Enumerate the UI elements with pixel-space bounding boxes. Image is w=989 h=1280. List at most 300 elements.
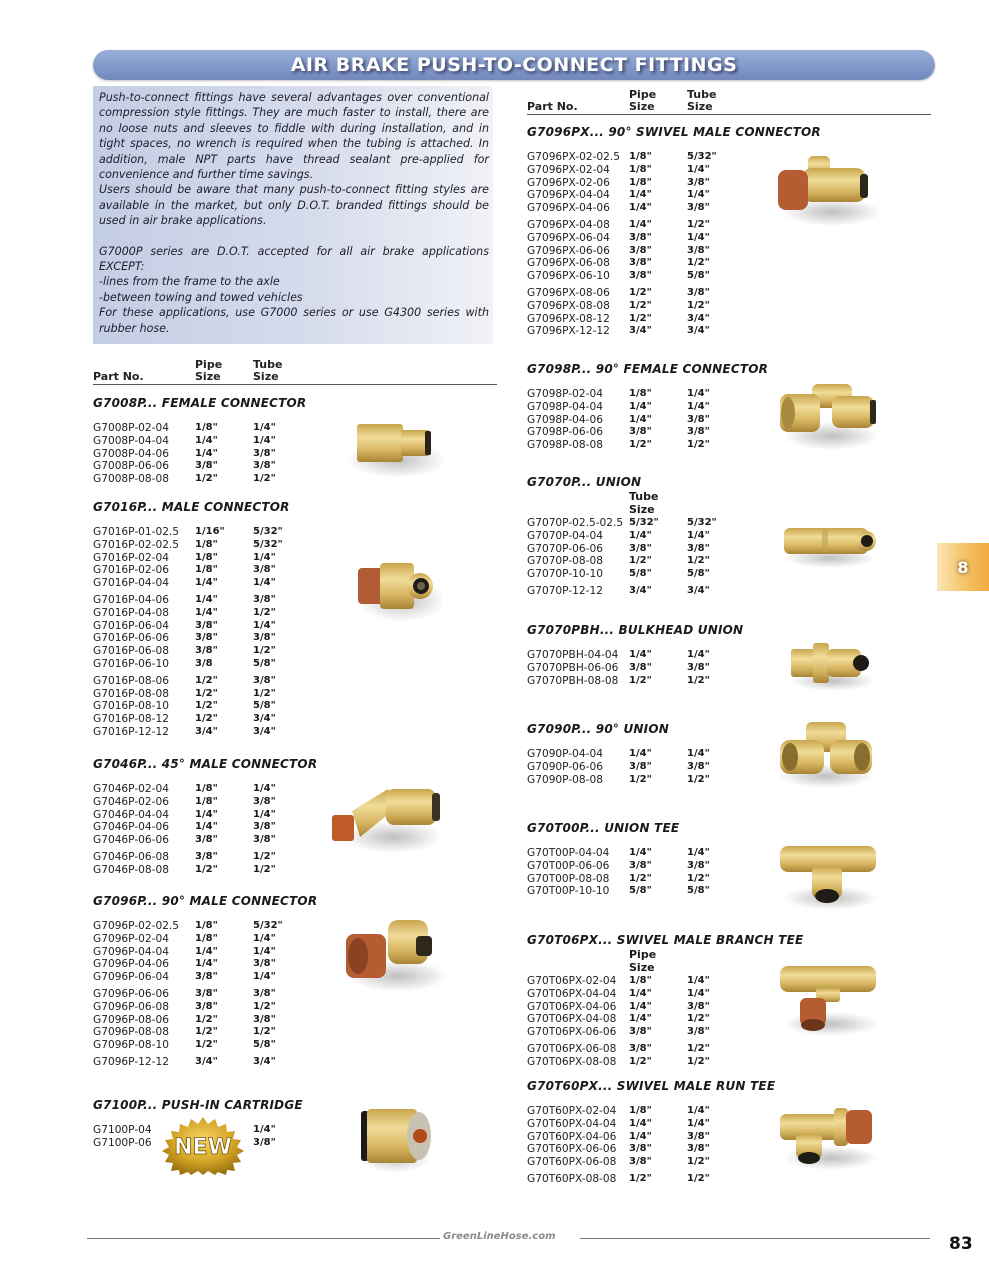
pipe-size: 1/8" — [195, 564, 218, 576]
pipe-size: 3/8" — [195, 632, 218, 644]
tube-size: 1/4" — [253, 1124, 276, 1135]
product-section — [93, 894, 318, 1069]
table-row — [527, 164, 727, 177]
table-row — [527, 1013, 727, 1026]
part-number: G70T06PX-04-06 — [527, 1000, 617, 1013]
table-row — [527, 585, 727, 598]
tube-size: 1/2" — [687, 1156, 710, 1168]
table-row — [527, 568, 727, 581]
tube-size: 1/4" — [687, 189, 710, 201]
pipe-size: 3/8" — [629, 1143, 652, 1155]
table-row — [93, 460, 293, 473]
part-number: G7046P-08-08 — [93, 863, 169, 876]
tube-size: 3/4" — [253, 725, 276, 737]
pipe-size: 1/4" — [629, 218, 652, 230]
product-section — [93, 396, 307, 486]
section-title: G70T00P... UNION TEE — [527, 821, 680, 835]
table-row — [527, 1131, 727, 1144]
table-row — [527, 774, 727, 787]
table-row — [527, 988, 727, 1001]
table-row — [93, 713, 293, 726]
table-row — [527, 1001, 727, 1014]
header-tube-size: Tube Size — [253, 358, 283, 383]
table-row — [527, 675, 727, 688]
section-subheader: Tube Size — [629, 490, 659, 516]
table-row — [527, 245, 727, 258]
part-number: G7096PX-08-08 — [527, 299, 610, 312]
tube-size: 1/4" — [253, 945, 276, 957]
pipe-size: 1/2" — [195, 863, 218, 875]
tube-size: 3/4" — [253, 713, 276, 725]
pipe-size: 1/2" — [195, 674, 218, 686]
pipe-size: 1/4" — [629, 649, 652, 660]
table-row — [527, 313, 727, 326]
part-number: G7096PX-06-06 — [527, 244, 610, 257]
pipe-size: 3/8" — [629, 1026, 652, 1038]
part-number: G7070P-06-06 — [527, 542, 603, 555]
part-number: G7046P-02-06 — [93, 795, 169, 808]
pipe-size: 1/4" — [629, 202, 652, 214]
part-number: G70T06PX-04-08 — [527, 1013, 617, 1026]
pipe-size: 1/4" — [195, 958, 218, 970]
chapter-tab[interactable] — [937, 543, 989, 591]
part-number: G70T00P-04-04 — [527, 847, 610, 859]
part-number: G7100P-06 — [93, 1136, 152, 1149]
tube-size: 1/2" — [253, 1000, 276, 1012]
part-number: G7098P-04-04 — [527, 400, 603, 413]
product-section — [527, 475, 727, 598]
table-row — [527, 885, 727, 898]
pipe-size: 1/2" — [195, 473, 218, 485]
part-number: G7008P-08-08 — [93, 473, 169, 486]
table-row — [93, 700, 293, 713]
section-title: G7046P... 45° MALE CONNECTOR — [93, 757, 318, 771]
section-title: G7008P... FEMALE CONNECTOR — [93, 396, 307, 410]
part-number: G7008P-04-06 — [93, 447, 169, 460]
pipe-size: 1/4" — [629, 189, 652, 201]
left-column-header — [93, 356, 497, 385]
part-number: G7096PX-02-06 — [527, 176, 610, 189]
tube-size: 5/8" — [687, 568, 710, 580]
tube-size: 1/2" — [687, 218, 710, 230]
pipe-size: 3/8" — [195, 619, 218, 631]
part-number: G7016P-02-02.5 — [93, 538, 180, 551]
part-number: G7016P-06-06 — [93, 632, 169, 645]
part-number: G7046P-06-08 — [93, 850, 169, 863]
tube-size: 1/2" — [253, 687, 276, 699]
pipe-size: 1/2" — [629, 674, 652, 686]
part-number: G7096P-06-08 — [93, 1000, 169, 1013]
table-row — [527, 1026, 727, 1039]
tube-size: 3/8" — [253, 1013, 276, 1025]
part-number: G7046P-04-04 — [93, 808, 169, 821]
tube-size: 3/8" — [253, 632, 276, 644]
part-number: G7096PX-08-12 — [527, 312, 610, 325]
part-number: G70T60PX-06-06 — [527, 1143, 617, 1156]
header-tube-size: Tube Size — [687, 88, 717, 113]
part-number: G7070P-12-12 — [527, 584, 603, 597]
part-number: G7096PX-04-04 — [527, 189, 610, 202]
tube-size: 3/8" — [687, 244, 710, 256]
pipe-size: 1/2" — [629, 872, 652, 884]
tube-size: 3/8" — [253, 987, 276, 999]
pipe-size: 1/8" — [629, 1105, 652, 1116]
pipe-size: 3/8" — [629, 1156, 652, 1168]
tube-size: 3/8" — [253, 593, 276, 605]
pipe-size: 3/4" — [629, 584, 652, 596]
part-number: G7016P-08-08 — [93, 687, 169, 700]
new-badge-text: NEW — [174, 1135, 232, 1160]
pipe-size: 1/8" — [195, 920, 218, 931]
tube-size: 1/2" — [687, 1172, 710, 1184]
part-number: G7096P-08-10 — [93, 1039, 169, 1052]
pipe-size: 1/2" — [195, 1026, 218, 1038]
table-row — [93, 1001, 293, 1014]
male-connector-image — [352, 555, 442, 625]
tube-size: 1/4" — [687, 1105, 710, 1116]
table-row — [93, 1014, 293, 1027]
pipe-size: 1/8" — [629, 163, 652, 175]
part-number: G70T60PX-06-08 — [527, 1156, 617, 1169]
pipe-size: 1/8" — [629, 388, 652, 399]
table-row — [93, 675, 293, 688]
table-row — [93, 607, 293, 620]
table-row — [93, 473, 293, 486]
tube-size: 3/4" — [687, 312, 710, 324]
section-title: G70T60PX... SWIVEL MALE RUN TEE — [527, 1079, 776, 1093]
table-row — [93, 620, 293, 633]
product-section — [527, 933, 804, 1069]
tube-size: 5/8" — [687, 270, 710, 282]
pipe-size: 1/4" — [195, 577, 218, 589]
pipe-size: 1/4" — [629, 413, 652, 425]
part-number: G7096PX-04-06 — [527, 202, 610, 215]
pipe-size: 1/4" — [195, 606, 218, 618]
tube-size: 1/2" — [253, 850, 276, 862]
pipe-size: 1/4" — [195, 434, 218, 446]
pipe-size: 3/4" — [195, 725, 218, 737]
tube-size: 3/4" — [253, 1055, 276, 1067]
table-row — [527, 517, 727, 530]
pipe-size: 1/4" — [629, 400, 652, 412]
pipe-size: 1/2" — [629, 439, 652, 451]
tube-size: 5/32" — [687, 517, 717, 528]
table-row — [93, 783, 293, 796]
table-row — [527, 748, 727, 761]
tube-size: 1/4" — [253, 932, 276, 944]
part-number: G7096PX-02-04 — [527, 163, 610, 176]
product-section — [527, 623, 744, 687]
90-female-connector-image — [776, 380, 886, 450]
part-number: G7070P-08-08 — [527, 555, 603, 568]
tube-size: 3/8" — [687, 542, 710, 554]
table-row — [93, 851, 293, 864]
tube-size: 1/4" — [253, 577, 276, 589]
table-row — [527, 847, 727, 860]
pipe-size: 3/8" — [629, 244, 652, 256]
pipe-size: 1/8" — [629, 176, 652, 188]
tube-size: 5/8" — [687, 885, 710, 897]
table-row — [527, 401, 727, 414]
tube-size: 3/8" — [687, 202, 710, 214]
part-number: G7096P-08-08 — [93, 1026, 169, 1039]
tube-size: 1/4" — [687, 400, 710, 412]
pipe-size: 1/4" — [629, 847, 652, 858]
footer-website: GreenLineHose.com — [443, 1231, 556, 1242]
tube-size: 1/4" — [253, 551, 276, 563]
part-number: G70T06PX-04-04 — [527, 987, 617, 1000]
table-row — [93, 726, 293, 739]
pipe-size: 1/4" — [629, 987, 652, 999]
part-number: G7016P-12-12 — [93, 725, 169, 738]
part-number: G70T60PX-02-04 — [527, 1105, 617, 1117]
pipe-size: 1/2" — [629, 555, 652, 567]
part-number: G70T00P-06-06 — [527, 859, 610, 872]
product-section — [93, 757, 318, 877]
pipe-size: 1/4" — [195, 447, 218, 459]
part-number: G70T60PX-04-04 — [527, 1117, 617, 1130]
pipe-size: 3/4" — [195, 1055, 218, 1067]
tube-size: 1/2" — [253, 1026, 276, 1038]
part-number: G70T60PX-08-08 — [527, 1172, 617, 1185]
table-row — [93, 448, 293, 461]
table-row — [93, 946, 293, 959]
part-number: G7096PX-02-02.5 — [527, 151, 621, 163]
table-row — [93, 864, 293, 877]
part-number: G7008P-04-04 — [93, 434, 169, 447]
pipe-size: 1/2" — [195, 687, 218, 699]
pipe-size: 1/4" — [629, 1000, 652, 1012]
tube-size: 5/32" — [253, 526, 283, 537]
tube-size: 3/8" — [687, 760, 710, 772]
tube-size: 1/4" — [687, 649, 710, 660]
table-row — [93, 539, 293, 552]
footer-rule-left — [87, 1238, 440, 1239]
tube-size: 1/2" — [687, 773, 710, 785]
tube-size: 3/8" — [253, 564, 276, 576]
45-male-connector-image — [328, 775, 448, 855]
table-row — [527, 325, 727, 338]
table-row — [93, 988, 293, 1001]
90-union-image — [776, 718, 876, 788]
pipe-size: 1/2" — [195, 713, 218, 725]
part-number: G7016P-06-08 — [93, 645, 169, 658]
part-number: G7096PX-06-08 — [527, 257, 610, 270]
table-row — [93, 552, 293, 565]
table-row — [93, 688, 293, 701]
product-section — [527, 362, 769, 452]
tube-size: 1/2" — [687, 674, 710, 686]
table-row — [93, 526, 293, 539]
part-number: G7096PX-08-06 — [527, 286, 610, 299]
table-row — [527, 761, 727, 774]
tube-size: 3/8" — [253, 674, 276, 686]
section-title: G70T06PX... SWIVEL MALE BRANCH TEE — [527, 933, 804, 947]
union-tee-image — [776, 840, 886, 910]
table-row — [93, 658, 293, 671]
table-row — [93, 1056, 293, 1069]
part-number: G7096P-06-06 — [93, 987, 169, 1000]
intro-paragraph: G7000P series are D.O.T. accepted for all air brake applications EXCEPT: — [99, 244, 489, 274]
swivel-male-run-tee-image — [776, 1100, 886, 1170]
pipe-size: 1/2" — [195, 1013, 218, 1025]
pipe-size: 3/8" — [195, 987, 218, 999]
new-badge — [160, 1117, 246, 1175]
tube-size: 1/4" — [687, 748, 710, 759]
tube-size: 1/2" — [253, 863, 276, 875]
pipe-size: 3/8" — [629, 760, 652, 772]
table-row — [527, 202, 727, 215]
part-number: G70T06PX-08-08 — [527, 1055, 617, 1068]
part-number: G7098P-02-04 — [527, 388, 603, 400]
part-number: G7096P-06-04 — [93, 971, 169, 984]
table-row — [93, 564, 293, 577]
pipe-size: 1/4" — [629, 1117, 652, 1129]
tube-size: 1/4" — [253, 808, 276, 820]
intro-paragraph: -lines from the frame to the axle — [99, 275, 280, 289]
header-pipe-size: Pipe Size — [195, 358, 223, 383]
table-row — [527, 426, 727, 439]
section-title: G7100P... PUSH-IN CARTRIDGE — [93, 1098, 303, 1112]
table-row — [93, 632, 293, 645]
tube-size: 1/4" — [253, 783, 276, 794]
pipe-size: 1/2" — [195, 1039, 218, 1051]
tube-size: 3/8" — [687, 1130, 710, 1142]
tube-size: 3/8" — [687, 1000, 710, 1012]
section-title: G7070P... UNION — [527, 475, 642, 489]
tube-size: 1/4" — [253, 971, 276, 983]
tube-size: 3/8" — [687, 426, 710, 438]
tube-size: 3/8" — [687, 1143, 710, 1155]
pipe-size: 1/2" — [629, 286, 652, 298]
section-title: G7096P... 90° MALE CONNECTOR — [93, 894, 318, 908]
table-row — [527, 975, 727, 988]
table-row — [527, 177, 727, 190]
table-row — [527, 232, 727, 245]
table-row — [527, 439, 727, 452]
tube-size: 1/2" — [253, 606, 276, 618]
pipe-size: 3/8" — [195, 971, 218, 983]
pipe-size: 3/8" — [195, 850, 218, 862]
pipe-size: 3/8" — [195, 645, 218, 657]
pipe-size: 3/8" — [629, 231, 652, 243]
page-banner — [93, 50, 935, 80]
table-row — [93, 958, 293, 971]
part-number: G7096PX-12-12 — [527, 325, 610, 338]
footer-rule-right — [580, 1238, 930, 1239]
pipe-size: 1/4" — [195, 593, 218, 605]
tube-size: 3/8" — [687, 413, 710, 425]
tube-size: 1/4" — [687, 163, 710, 175]
pipe-size: 1/4" — [629, 1130, 652, 1142]
pipe-size: 3/8" — [629, 859, 652, 871]
tube-size: 1/4" — [253, 422, 276, 433]
pipe-size: 3/8 — [195, 657, 213, 669]
table-row — [527, 219, 727, 232]
female-connector-image — [335, 410, 445, 480]
part-number: G7070PBH-08-08 — [527, 674, 619, 687]
swivel-male-branch-tee-image — [776, 962, 886, 1037]
pipe-size: 1/8" — [195, 932, 218, 944]
90-male-connector-image — [338, 914, 448, 994]
pipe-size: 1/2" — [629, 1055, 652, 1067]
table-row — [527, 555, 727, 568]
tube-size: 3/4" — [687, 325, 710, 337]
table-row — [93, 645, 293, 658]
tube-size: 1/2" — [687, 1055, 710, 1067]
part-number: G70T06PX-06-06 — [527, 1026, 617, 1039]
part-number: G7096P-12-12 — [93, 1055, 169, 1068]
intro-paragraph: For these applications, use G7000 series or use G4300 series with rubber hose. — [99, 306, 489, 335]
pipe-size: 1/4" — [629, 1013, 652, 1025]
pipe-size: 1/8" — [195, 538, 218, 550]
tube-size: 1/4" — [687, 529, 710, 541]
table-row — [93, 971, 293, 984]
swivel-male-connector-image — [772, 148, 882, 228]
section-title: G7098P... 90° FEMALE CONNECTOR — [527, 362, 769, 376]
part-number: G7016P-04-06 — [93, 593, 169, 606]
table-row — [93, 821, 293, 834]
tube-size: 1/2" — [253, 645, 276, 657]
pipe-size: 1/8" — [195, 795, 218, 807]
table-row — [93, 920, 293, 933]
header-part-no: Part No. — [527, 100, 578, 113]
pipe-size: 3/8" — [629, 270, 652, 282]
part-number: G7016P-08-12 — [93, 713, 169, 726]
pipe-size: 3/4" — [629, 325, 652, 337]
pipe-size: 1/2" — [629, 299, 652, 311]
pipe-size: 3/8" — [195, 1000, 218, 1012]
pipe-size: 5/8" — [629, 568, 652, 580]
table-row — [527, 530, 727, 543]
table-row — [527, 414, 727, 427]
tube-size: 1/4" — [253, 434, 276, 446]
part-number: G7090P-04-04 — [527, 748, 603, 760]
pipe-size: 3/8" — [629, 257, 652, 269]
pipe-size: 1/4" — [629, 748, 652, 759]
part-number: G7046P-02-04 — [93, 783, 169, 795]
tube-size: 1/2" — [687, 257, 710, 269]
part-number: G7016P-04-04 — [93, 577, 169, 590]
tube-size: 1/4" — [253, 619, 276, 631]
tube-size: 5/8" — [253, 1039, 276, 1051]
part-number: G7016P-06-04 — [93, 619, 169, 632]
part-number: G7070PBH-06-06 — [527, 661, 619, 674]
tube-size: 5/32" — [687, 151, 717, 162]
tube-size: 5/8" — [253, 700, 276, 712]
table-row — [527, 1173, 727, 1186]
part-number: G7008P-02-04 — [93, 422, 169, 434]
pipe-size: 1/2" — [629, 773, 652, 785]
table-row — [527, 1143, 727, 1156]
tube-size: 3/8" — [253, 795, 276, 807]
part-number: G7096P-04-04 — [93, 945, 169, 958]
bulkhead-union-image — [787, 637, 877, 692]
tube-size: 3/8" — [687, 859, 710, 871]
table-row — [527, 270, 727, 283]
part-number: G7008P-06-06 — [93, 460, 169, 473]
table-row — [527, 860, 727, 873]
tube-size: 3/8" — [687, 286, 710, 298]
tube-size: 3/8" — [253, 834, 276, 846]
table-row — [527, 649, 727, 662]
table-row — [93, 809, 293, 822]
header-pipe-size: Pipe Size — [629, 88, 657, 113]
table-row — [93, 1026, 293, 1039]
part-number: G7096PX-06-04 — [527, 231, 610, 244]
tube-size: 1/2" — [253, 473, 276, 485]
tube-size: 1/4" — [687, 1117, 710, 1129]
